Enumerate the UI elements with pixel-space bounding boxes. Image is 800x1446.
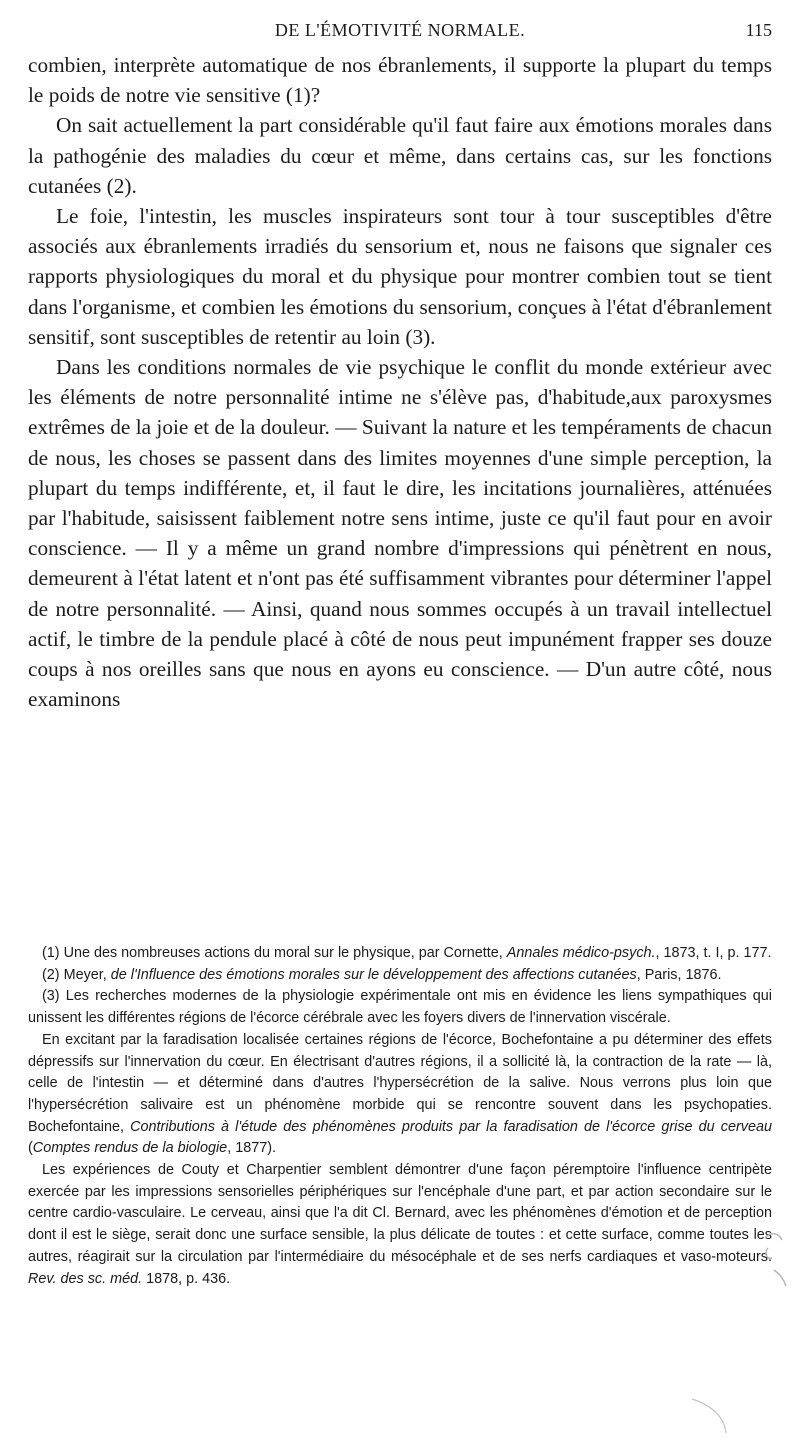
paragraph: combien, interprète automatique de nos ébranlements, il supporte la plupart du temps le poids de notre vie sensitive (1)? [28,53,772,108]
running-title: DE L'ÉMOTIVITÉ NORMALE. [274,20,526,40]
footnote-3-continued: En excitant par la faradisation localisée certaines régions de l'écorce, Bochefontaine a pu déterminer des effets dépressifs sur l'innervation du cœur. En électrisant d'autres régions, il a sollicité là, la contraction de la rate — là, celle de l'intestin — et déterminé dans d'autres l'hypersécrétion de la salive. Nous verrons plus loin que l'hypersécrétion salivaire est un phénomène morbide qui se rencontre souvent dans les psychopaties. Bochefontaine, Contributions à l'étude des phénomènes produits par la faradisation de l'écorce grise du cerveau (Comptes rendus de la biologie, 1877). [28,1031,772,1157]
paragraph: On sait actuellement la part considérable qu'il faut faire aux émotions morales dans la pathogénie des maladies du cœur et même, dans certains cas, sur les fonctions cutanées (2). [28,113,772,198]
pencil-mark-icon [760,1230,790,1290]
footnote-2: (2) Meyer, de l'Influence des émotions morales sur le développement des affections cutanées, Paris, 1876. [42,966,722,983]
paragraph: Le foie, l'intestin, les muscles inspirateurs sont tour à tour susceptibles d'être associés aux ébranlements irradiés du sensorium et, nous ne faisons que signaler ces rapports physiologiques du moral et du physique pour montrer combien tout se tient dans l'organisme, et combien les émotions du sensorium, conçues à l'état d'ébranlement sensitif, sont susceptibles de retentir au loin (3). [28,204,772,349]
footnote-3-continued: Les expériences de Couty et Charpentier semblent démontrer d'une façon péremptoire l'influence centripète exercée par les impressions sensorielles périphériques sur l'encéphale d'une part, et par action secondaire sur le centre cardio-vasculaire. Le cerveau, ainsi que l'a dit Cl. Bernard, avec les phénomènes d'émotion et de perception dont il est le siège, serait donc une surface sensible, la plus délicate de toutes : et cette surface, comme toutes les autres, réagirait sur la circulation par l'intermédiaire du mésocéphale et de ses nerfs cardiaques et vaso-moteurs. Rev. des sc. méd. 1878, p. 436. [28,1162,772,1287]
footnote-3: (3) Les recherches modernes de la physiologie expérimentale ont mis en évidence les liens sympathiques qui unissent les différentes régions de l'écorce cérébrale avec les foyers divers de l'innervation viscérale. [28,988,772,1027]
pencil-stroke-icon [690,1395,730,1435]
footnote-1: (1) Une des nombreuses actions du moral sur le physique, par Cornette, Annales médico-psych., 1873, t. I, p. 177. [42,945,772,961]
footnotes [28,943,772,1290]
main-text [28,50,772,714]
paragraph: Dans les conditions normales de vie psychique le conflit du monde extérieur avec les éléments de notre personnalité intime ne s'élève pas, d'habitude,aux paroxysmes extrêmes de la joie et de la douleur. — Suivant la nature et les tempéraments de chacun de nous, les choses se passent dans des limites moyennes d'une simple perception, la plupart du temps indifférente, et, il faut le dire, les incitations journalières, atténuées par l'habitude, saisissent faiblement notre sens intime, juste ce qu'il faut pour en avoir conscience. — Il y a même un grand nombre d'impressions qui pénètrent en nous, demeurent à l'état latent et n'ont pas été suffisamment vibrantes pour déterminer l'appel de notre personnalité. — Ainsi, quand nous sommes occupés à un travail intellectuel actif, le timbre de la pendule placé à côté de nous peut impunément frapper ses douze coups à nos oreilles sans que nous en ayons eu conscience. — D'un autre côté, nous examinons [28,355,772,712]
page-header [28,18,772,42]
page-number: 115 [745,20,772,40]
